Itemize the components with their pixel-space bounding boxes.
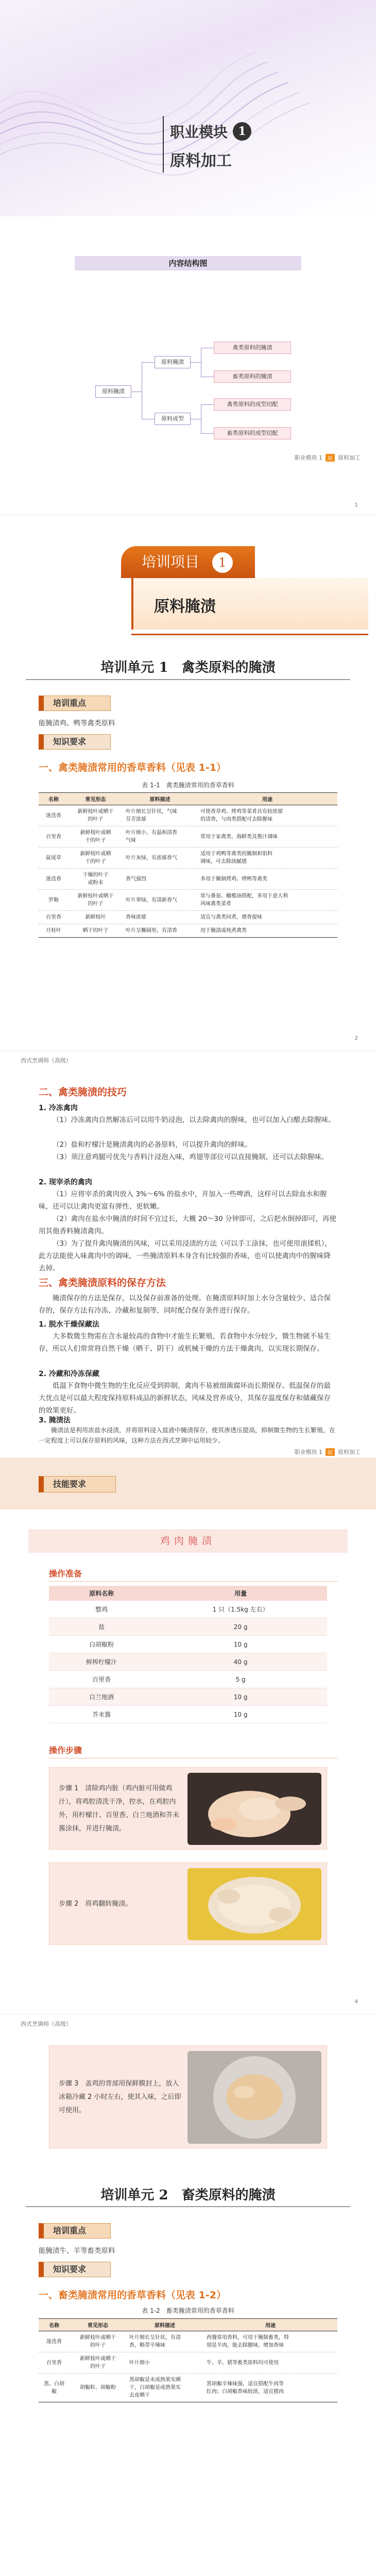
table-cell: 香味浓郁 [123,911,197,924]
table-cell: 适用于鸡鸭等禽类的腌制和馅料 调味，可去除油腻感 [197,848,337,869]
paragraph: （3）须注意鸡腿可优先与香料汁浸泡入味，鸡翅等部位可以直接腌制，还可以去除腥味。 [53,1153,329,1161]
table-cell: 迷迭香 [39,2331,70,2352]
table-cell: 10 g [154,1706,327,1723]
col-header: 常见形态 [70,2319,126,2331]
knowledge-tag: 知识要求 [39,734,111,750]
herb-table-2 [39,2318,337,2402]
table-cell: 叶片灰绿，有浓郁香气 [123,848,197,869]
table-cell: 叶片呈椭圆形，有清香 [123,924,197,938]
page-3 [0,1051,376,1458]
table-cell: 新鲜枝叶或晒干 的叶子 [69,890,123,911]
table-cell: 新鲜枝叶 [69,911,123,924]
table-cell: 鲜榨柠檬汁 [49,1653,154,1671]
footer-module: 职业模块 1 [294,1449,322,1455]
sub-heading: 2. 冷藏和冷冻保藏 [39,1370,99,1378]
col-header: 用途 [203,2319,337,2331]
wave-decoration [0,0,376,216]
table-cell: 5 g [154,1671,327,1688]
table-cell: 10 g [154,1636,327,1653]
focus-tag: 培训重点 [39,2223,111,2239]
page-number: 2 [354,1036,358,1041]
structure-title: 内容结构图 [75,256,301,270]
tree-root: 原料腌渍 [95,385,131,398]
table-cell: 常用于家禽类、海鲜类及酱汁调味 [197,826,337,848]
table-cell: 百里香 [39,826,69,848]
table-row [49,1688,327,1706]
table-cell: 胡椒粒、胡椒粉 [70,2374,126,2402]
project-title: 原料腌渍 [131,578,368,630]
col-header: 原料描述 [123,793,197,805]
page-number: 1 [354,502,358,508]
section-heading: 一、畜类腌渍常用的香草香料（见表 1-2） [39,2290,226,2301]
paragraph: （3）为了提升禽肉腌渍的风味，可以采用浸渍的方法（可以手工涂抹，也可使用滚揉机），此方法能使入味禽肉中的调味，一些腌渍原料本身含有比较强的香味，也可以使禽肉中的腥味降去掉。 [39,1240,332,1273]
recipe-title: 鸡肉腌渍 [28,1529,348,1553]
table-cell: 迷迭香 [39,869,69,890]
table-cell: 叶片细小，有温和清香 气味 [123,826,197,848]
sub-heading: 2. 现宰杀的禽肉 [39,1178,92,1187]
table-row [39,2374,337,2402]
ingredient-table [49,1586,327,1723]
steps-label: 操作步骤 [49,1744,82,1756]
step-2-text: 步骤 2 将鸡翻转腌渍。 [59,1900,132,1908]
table-cell: 常与番茄、橄榄油搭配，多用于意大利 风味禽类菜肴 [197,890,337,911]
table-cell: 百里香 [39,2352,70,2374]
tree-branch-1: 原料腌渍 [155,356,191,368]
page-4 [0,1458,376,2014]
footer-module: 职业模块 1 [294,454,322,461]
col-header: 常见形态 [69,793,123,805]
page-2 [0,515,376,1051]
page-footer [295,1448,361,1456]
table-cell: 10 g [154,1688,327,1706]
table-row [49,1636,327,1653]
table-row [49,1601,327,1618]
module-banner [0,0,376,216]
project-label: 培训项目 [142,553,200,570]
chicken-photo-2 [187,1868,321,1940]
knowledge-tag: 知识要求 [39,2262,111,2277]
prep-label: 操作准备 [49,1567,82,1579]
table-cell: 月桂叶 [39,924,69,938]
table-cell: 新鲜枝叶或晒干 的叶子 [70,2331,126,2352]
sub-heading: 3. 腌渍法 [39,1416,71,1425]
tree-leaf-2: 畜类原料的腌渍 [214,370,291,383]
paragraph: 腌渍法是利用浓盐水浸渍，并将原料浸入盐液中腌渍保存，使其渗透压提高，抑制微生物的生长繁殖，在一定程度上可以保存原料的风味，这种方法在西式烹调中运用较少。 [39,1427,336,1444]
col-header: 用途 [197,793,337,805]
project-number: 1 [212,552,233,573]
module-name: 原料加工 [170,152,232,170]
table-cell: 香气强烈 [123,869,197,890]
table-cell: 牛、羊、猪等畜类原料均可使用 [203,2352,337,2374]
paragraph: 腌渍保存的方法是保存，以及保存前准备的处理。在腌渍原料时加上水分含量较少、适合保存的，保存方法有冷冻、冷藏和复制等，同时配合保存条件进行保存。 [39,1294,331,1315]
table-cell: 叶片细小 [126,2352,203,2374]
table-cell: 20 g [154,1618,327,1636]
page-5 [0,2014,376,2576]
table-row [39,826,337,848]
table-cell: 芥末酱 [49,1706,154,1723]
module-prefix: 职业模块 [170,124,228,141]
table-row [39,924,337,938]
skill-band [0,1458,376,1510]
sub-heading: 1. 冷冻禽肉 [39,1104,78,1112]
module-number: 1 [233,122,251,141]
footer-section: 原料加工 [338,454,361,461]
col-header: 用量 [154,1586,327,1601]
table-cell: 白兰地酒 [49,1688,154,1706]
chicken-photo-3 [187,2051,321,2144]
footer-section: 原料加工 [338,1449,361,1455]
focus-tag: 培训重点 [39,696,111,711]
unit-title: 培训单元 2 畜类原料的腌渍 [100,2188,276,2203]
table-cell: 多用于腌制烤鸡、烤鸭等禽类 [197,869,337,890]
paragraph: 低温下食物中微生物的生化反应受到抑制，禽肉不易被细菌腐坏而长期保存。低温保存的最大优点是可以最大程度保持原料成品的新鲜状态，风味及营养成分，其保存温度保存和储藏保存的效果更好。 [39,1382,331,1415]
table-cell: 盐 [49,1618,154,1636]
table-cell: 白胡椒粉 [49,1636,154,1653]
table-cell: 黑胡椒辛辣味强，适宜搭配牛肉等 红肉；白胡椒香味较淡，适宜猪肉 [203,2374,337,2402]
unit-title: 培训单元 1 禽类原料的腌渍 [100,660,276,675]
table-row [39,2331,337,2352]
paragraph: （2）禽肉在盐水中腌渍的时间不宜过长，大概 20～30 分钟即可，之后把水倒掉即可，再使用其他香料腌渍禽肉。 [39,1215,337,1235]
table-cell: 西餐常用香料，可用于腌制畜类，特 别是羊肉，能去除膻味，增加香味 [203,2331,337,2352]
page-footer [295,453,361,462]
focus-text: 能腌渍牛、羊等畜类原料 [39,2247,115,2255]
table-cell: 新鲜枝叶或晒干 的叶子 [69,805,123,826]
paragraph: 大多数微生物需在含水量较高的食物中才能生长繁殖，若食物中水分较少，微生物就不易生存，所以人们常常将自然干燥（晒干、阴干）或机械干燥的方法干燥禽肉，以实现长期保存。 [39,1332,331,1353]
page-number: 4 [354,1999,358,2005]
section-heading: 一、禽类腌渍常用的香草香料（见表 1-1） [39,762,226,773]
table-row [49,1706,327,1723]
section-heading: 二、禽类腌渍的技巧 [39,1087,127,1098]
tree-leaf-4: 畜类原料的成型切配 [214,427,291,439]
table-cell: 用于腌渍或炖煮禽类 [197,924,337,938]
table-row [49,1618,327,1636]
sub-heading: 1. 脱水干燥保藏法 [39,1320,99,1329]
table-cell: 1 只（1.5kg 左右） [154,1601,327,1618]
col-header: 名称 [39,2319,70,2331]
table-row [39,890,337,911]
skill-tag: 技能要求 [39,1476,116,1493]
table-cell: 干燥的叶子 或粉末 [69,869,123,890]
step-2 [49,1862,327,1945]
table-row [49,1653,327,1671]
page-header: 西式烹调师（高级） [21,1057,72,1064]
tree-branch-2: 原料成型 [155,413,191,425]
col-header: 名称 [39,793,69,805]
table-cell: 可使香草鸡、烤鸡等菜肴具有较浓郁 的清香，与肉类搭配可去除腥味 [197,805,337,826]
tree-leaf-3: 禽类原料的成型切配 [214,398,291,411]
table-cell: 新鲜枝叶或晒 干的叶子 [69,826,123,848]
table-cell: 适宜与禽类同煮，增香提味 [197,911,337,924]
paragraph: （1）冷冻禽肉自然解冻后可以用牛奶浸泡，以去除禽肉的腥味，也可以加入白醋去除腥味。 [53,1116,335,1124]
table-cell: 40 g [154,1653,327,1671]
section-heading: 三、禽类腌渍原料的保存方法 [39,1277,166,1289]
table-caption: 表 1-2 畜类腌渍常用的香草香料 [142,2307,234,2314]
table-cell: 叶片细长呈针状，有清 香，略带辛辣味 [126,2331,203,2352]
table-row [39,911,337,924]
table-cell: 新鲜枝叶或晒 干的叶子 [69,848,123,869]
herb-table [39,792,337,938]
table-row [39,869,337,890]
table-cell: 整鸡 [49,1601,154,1618]
table-cell: 黑、白胡椒 [39,2374,70,2402]
chicken-photo-1 [187,1773,321,1845]
table-cell: 新鲜枝叶或晒干 的叶子 [70,2352,126,2374]
step-1 [49,1767,327,1850]
footer-badge: 原 [326,1448,335,1456]
paragraph: （1）应将宰杀的禽肉放入 3%～6% 的盐水中，并加入一些啤酒，这样可以去除血水和腥味，还可以让禽肉更富有弹性、更软嫩。 [39,1190,327,1211]
table-cell: 晒干的叶子 [69,924,123,938]
table-row [49,1671,327,1688]
table-cell: 百里香 [39,911,69,924]
project-header [121,546,368,634]
step-1-text: 步骤 1 清除鸡内脏（鸡内脏可用做鸡汁），将鸡腔清洗干净，控水，在鸡腔内外，用柠檬汁、百里香、白兰地酒和芥末酱涂抹，并进行腌渍。 [59,1785,180,1833]
table-cell: 叶片细长呈针状，气味 芬芳浓郁 [123,805,197,826]
table-cell: 迷迭香 [39,805,69,826]
focus-text: 能腌渍鸡、鸭等禽类原料 [39,719,115,727]
module-title [170,121,251,171]
table-cell: 百里香 [49,1671,154,1688]
col-header: 原料名称 [49,1586,154,1601]
step-3-text: 步骤 3 盖鸡的背部用保鲜膜封上，放入冰箱冷藏 2 小时左右，使其入味，之后即可使用。 [59,2080,181,2114]
col-header: 原料描述 [126,2319,203,2331]
table-cell: 鼠尾草 [39,848,69,869]
table-cell: 黑胡椒是未成熟果实晒 干，白胡椒是成熟果实 去皮晒干 [126,2374,203,2402]
project-tab [121,546,255,578]
table-row [39,2352,337,2374]
table-row [39,848,337,869]
page-1 [0,0,376,515]
step-3 [49,2045,327,2148]
paragraph: （2）盐和柠檬汁是腌渍禽肉的必备原料，可以提升禽肉的鲜味。 [53,1141,252,1149]
table-caption: 表 1-1 禽类腌渍常用的香草香料 [142,782,234,789]
table-cell: 叶片翠绿，有清新香气 [123,890,197,911]
page-header: 西式烹调师（高级） [21,2021,72,2027]
tree-leaf-1: 禽类原料的腌渍 [214,342,291,354]
table-row [39,805,337,826]
footer-badge: 原 [326,454,335,462]
table-cell: 罗勒 [39,890,69,911]
